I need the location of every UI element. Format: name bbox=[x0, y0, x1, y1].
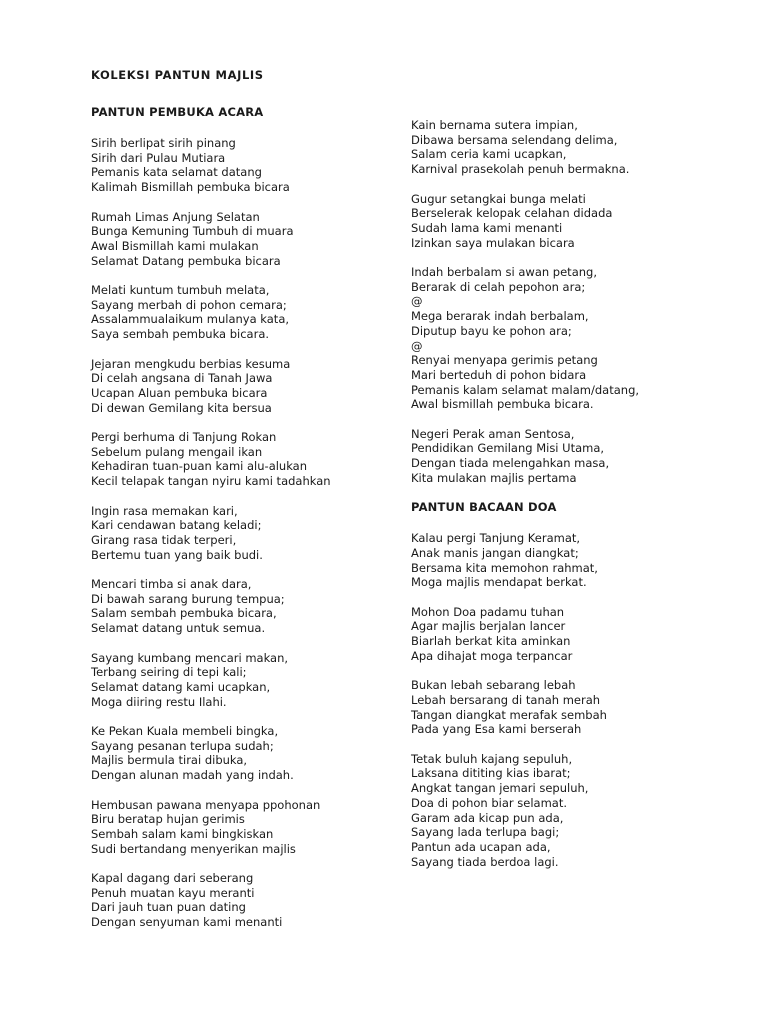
pantun-stanza bbox=[91, 136, 391, 195]
pantun-line: Awal Bismillah kami mulakan bbox=[91, 238, 259, 253]
pantun-line: Laksana dititing kias ibarat; bbox=[411, 766, 571, 781]
pantun-stanza bbox=[411, 118, 711, 177]
pantun-line: Sudi bertandang menyerikan majlis bbox=[91, 841, 296, 856]
pantun-line: @ bbox=[411, 294, 423, 309]
pantun-line: Melati kuntum tumbuh melata, bbox=[91, 283, 270, 297]
pantun-line: Kalau pergi Tanjung Keramat, bbox=[411, 531, 581, 546]
pantun-line: Mari berteduh di pohon bidara bbox=[411, 367, 587, 382]
pantun-line: Ingin rasa memakan kari, bbox=[91, 503, 238, 518]
pantun-line: Izinkan saya mulakan bicara bbox=[411, 235, 575, 250]
pantun-line: Di dewan Gemilang kita bersua bbox=[91, 400, 272, 415]
pantun-stanza bbox=[411, 192, 711, 251]
pantun-line: Garam ada kicap pun ada, bbox=[411, 810, 564, 825]
pantun-line: Dengan tiada melengahkan masa, bbox=[411, 456, 610, 471]
pantun-stanza bbox=[411, 265, 711, 412]
pantun-stanza bbox=[91, 430, 391, 489]
pantun-line: Selamat Datang pembuka bicara bbox=[91, 253, 281, 268]
opening-continued-stanzas bbox=[411, 118, 711, 486]
pantun-stanza bbox=[91, 871, 391, 930]
pantun-line: Hembusan pawana menyapa ppohonan bbox=[91, 797, 321, 812]
pantun-line: Majlis bermula tirai dibuka, bbox=[91, 753, 248, 768]
pantun-line: Pergi berhuma di Tanjung Rokan bbox=[91, 430, 277, 444]
pantun-line: Biarlah berkat kita aminkan bbox=[411, 634, 571, 649]
pantun-line: Diputup bayu ke pohon ara; bbox=[411, 323, 572, 338]
pantun-line: Bunga Kemuning Tumbuh di muara bbox=[91, 224, 294, 239]
pantun-stanza bbox=[91, 577, 391, 636]
pantun-stanza bbox=[91, 798, 391, 857]
pantun-line: Kehadiran tuan-puan kami alu-alukan bbox=[91, 459, 308, 474]
opening-stanzas bbox=[91, 136, 391, 930]
pantun-line: Dengan alunan madah yang indah. bbox=[91, 768, 294, 783]
pantun-line: Berselerak kelopak celahan didada bbox=[411, 206, 613, 221]
pantun-line: Sayang pesanan terlupa sudah; bbox=[91, 738, 274, 753]
pantun-line: Pada yang Esa kami berserah bbox=[411, 722, 582, 737]
pantun-line: Karnival prasekolah penuh bermakna. bbox=[411, 162, 630, 177]
pantun-line: Sayang kumbang mencari makan, bbox=[91, 650, 289, 665]
pantun-line: Kain bernama sutera impian, bbox=[411, 118, 578, 132]
left-column bbox=[91, 68, 391, 945]
pantun-line: Penuh muatan kayu meranti bbox=[91, 885, 255, 900]
pantun-stanza bbox=[411, 605, 711, 664]
pantun-line: Bukan lebah sebarang lebah bbox=[411, 678, 576, 693]
pantun-line: Sembah salam kami bingkiskan bbox=[91, 826, 274, 841]
pantun-line: Di celah angsana di Tanah Jawa bbox=[91, 371, 273, 386]
pantun-line: Jejaran mengkudu berbias kesuma bbox=[91, 356, 291, 371]
pantun-line: Doa di pohon biar selamat. bbox=[411, 795, 567, 810]
prayer-stanzas bbox=[411, 531, 711, 869]
pantun-stanza bbox=[91, 210, 391, 269]
pantun-line: Dari jauh tuan puan dating bbox=[91, 900, 246, 915]
pantun-stanza bbox=[411, 752, 711, 870]
pantun-stanza bbox=[411, 678, 711, 737]
pantun-line: Sudah lama kami menanti bbox=[411, 220, 563, 235]
section-heading-prayer: PANTUN BACAAN DOA bbox=[411, 500, 557, 515]
pantun-line: Ke Pekan Kuala membeli bingka, bbox=[91, 724, 279, 738]
pantun-line: Pendidikan Gemilang Misi Utama, bbox=[411, 441, 605, 456]
pantun-line: Terbang seiring di tepi kali; bbox=[91, 665, 247, 680]
pantun-line: Pemanis kata selamat datang bbox=[91, 165, 262, 180]
pantun-line: Kita mulakan majlis pertama bbox=[411, 470, 577, 485]
pantun-line: Salam ceria kami ucapkan, bbox=[411, 147, 567, 162]
pantun-stanza bbox=[411, 427, 711, 486]
pantun-line: Rumah Limas Anjung Selatan bbox=[91, 209, 260, 224]
pantun-line: Anak manis jangan diangkat; bbox=[411, 545, 579, 560]
pantun-line: Bersama kita memohon rahmat, bbox=[411, 560, 598, 575]
pantun-line: Awal bismillah pembuka bicara. bbox=[411, 397, 594, 412]
pantun-line: Sirih berlipat sirih pinang bbox=[91, 136, 236, 150]
pantun-line: Girang rasa tidak terperi, bbox=[91, 532, 237, 547]
pantun-line: Kecil telapak tangan nyiru kami tadahkan bbox=[91, 474, 331, 489]
pantun-line: Mega berarak indah berbalam, bbox=[411, 309, 589, 324]
pantun-line: Dibawa bersama selendang delima, bbox=[411, 132, 618, 147]
pantun-line: Pemanis kalam selamat malam/datang, bbox=[411, 382, 640, 397]
pantun-line: Moga diiring restu Ilahi. bbox=[91, 694, 227, 709]
pantun-line: Indah berbalam si awan petang, bbox=[411, 265, 597, 279]
pantun-line: Kari cendawan batang keladi; bbox=[91, 518, 262, 533]
pantun-line: Assalammualaikum mulanya kata, bbox=[91, 312, 290, 327]
pantun-stanza bbox=[91, 357, 391, 416]
pantun-line: Ucapan Aluan pembuka bicara bbox=[91, 385, 268, 400]
pantun-line: Lebah bersarang di tanah merah bbox=[411, 692, 601, 707]
pantun-line: Tetak buluh kajang sepuluh, bbox=[411, 751, 573, 766]
pantun-line: Renyai menyapa gerimis petang bbox=[411, 353, 598, 368]
pantun-line: Sayang lada terlupa bagi; bbox=[411, 825, 560, 840]
pantun-line: Tangan diangkat merafak sembah bbox=[411, 707, 607, 722]
pantun-line: Berarak di celah pepohon ara; bbox=[411, 279, 586, 294]
pantun-line: Kapal dagang dari seberang bbox=[91, 871, 254, 885]
pantun-line: @ bbox=[411, 338, 423, 353]
pantun-line: Sayang merbah di pohon cemara; bbox=[91, 297, 287, 312]
pantun-line: Di bawah sarang burung tempua; bbox=[91, 591, 285, 606]
pantun-line: Selamat datang kami ucapkan, bbox=[91, 679, 271, 694]
pantun-line: Sirih dari Pulau Mutiara bbox=[91, 150, 226, 165]
pantun-stanza bbox=[91, 504, 391, 563]
pantun-line: Saya sembah pembuka bicara. bbox=[91, 327, 270, 342]
pantun-stanza bbox=[91, 724, 391, 783]
pantun-line: Apa dihajat moga terpancar bbox=[411, 648, 573, 663]
pantun-line: Biru beratap hujan gerimis bbox=[91, 812, 245, 827]
pantun-line: Sayang tiada berdoa lagi. bbox=[411, 854, 559, 869]
pantun-line: Salam sembah pembuka bicara, bbox=[91, 606, 277, 621]
pantun-line: Selamat datang untuk semua. bbox=[91, 621, 266, 636]
pantun-line: Angkat tangan jemari sepuluh, bbox=[411, 781, 589, 796]
pantun-stanza bbox=[411, 531, 711, 590]
right-column bbox=[411, 118, 711, 884]
section-heading-opening: PANTUN PEMBUKA ACARA bbox=[91, 105, 264, 119]
pantun-line: Gugur setangkai bunga melati bbox=[411, 191, 586, 206]
pantun-stanza bbox=[91, 651, 391, 710]
document-title: KOLEKSI PANTUN MAJLIS bbox=[91, 68, 264, 82]
pantun-line: Pantun ada ucapan ada, bbox=[411, 839, 551, 854]
pantun-stanza bbox=[91, 283, 391, 342]
pantun-line: Moga majlis mendapat berkat. bbox=[411, 575, 587, 590]
pantun-line: Bertemu tuan yang baik budi. bbox=[91, 547, 263, 562]
pantun-line: Kalimah Bismillah pembuka bicara bbox=[91, 180, 290, 195]
pantun-line: Mencari timba si anak dara, bbox=[91, 577, 252, 591]
pantun-line: Mohon Doa padamu tuhan bbox=[411, 604, 565, 619]
pantun-line: Agar majlis berjalan lancer bbox=[411, 619, 566, 634]
pantun-line: Negeri Perak aman Sentosa, bbox=[411, 426, 575, 441]
pantun-line: Sebelum pulang mengail ikan bbox=[91, 444, 263, 459]
pantun-line: Dengan senyuman kami menanti bbox=[91, 915, 283, 930]
